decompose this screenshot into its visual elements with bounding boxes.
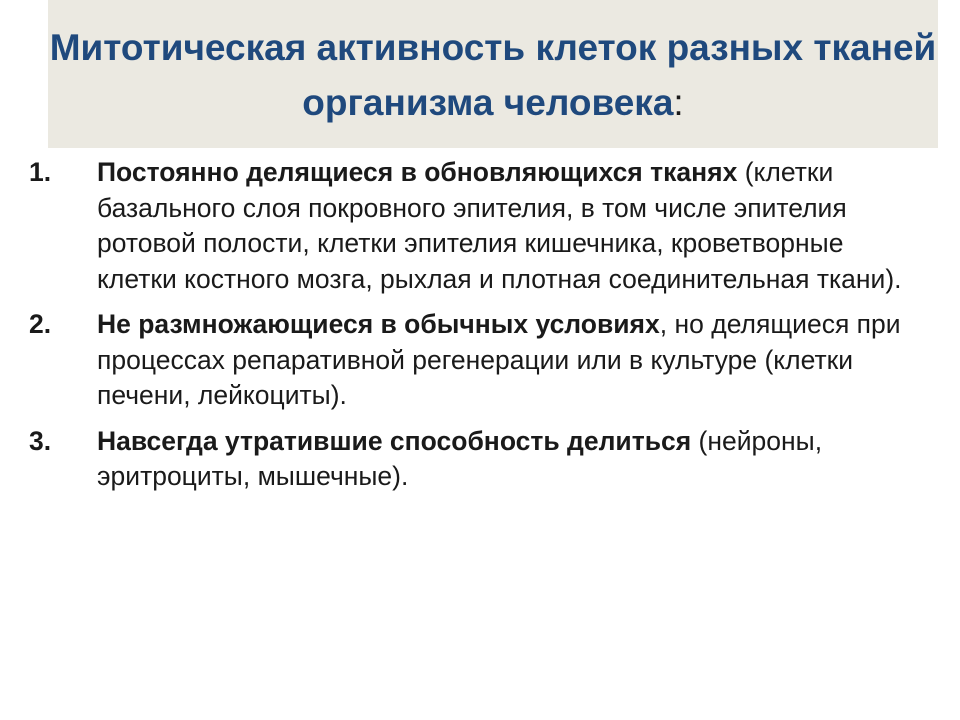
list-item-text: (нейроны, эритроциты, мышечные). [97, 425, 823, 491]
list-item [0, 424, 960, 495]
slide-title-colon: : [673, 82, 684, 123]
numbered-list [0, 155, 960, 505]
list-item [0, 155, 960, 297]
title-box [48, 0, 938, 148]
list-item-number: 3. [29, 425, 52, 456]
list-item-text: , но делящиеся при процессах репаративной регенерации или в культуре (клетки печени, лейкоциты). [97, 309, 901, 410]
list-item-text: (клетки базального слоя покровного эпителия, в том числе эпителия ротовой полости, клетки эпителия кишечника, кроветворные клетки костного мозга, рыхлая и плотная соединительная ткани). [97, 157, 902, 294]
list-item-number: 2. [29, 309, 52, 339]
list-item-lead: Навсегда утратившие способность делиться [97, 425, 692, 456]
list-item [0, 307, 960, 414]
list-item-number: 1. [29, 157, 52, 187]
slide-title-text: Митотическая активность клеток разных тканей организма человека [49, 27, 937, 123]
list-item-lead: Не размножающиеся в обычных условиях [97, 309, 660, 339]
list-item-lead: Постоянно делящиеся в обновляющихся тканях [97, 157, 738, 187]
slide-title [48, 18, 938, 130]
